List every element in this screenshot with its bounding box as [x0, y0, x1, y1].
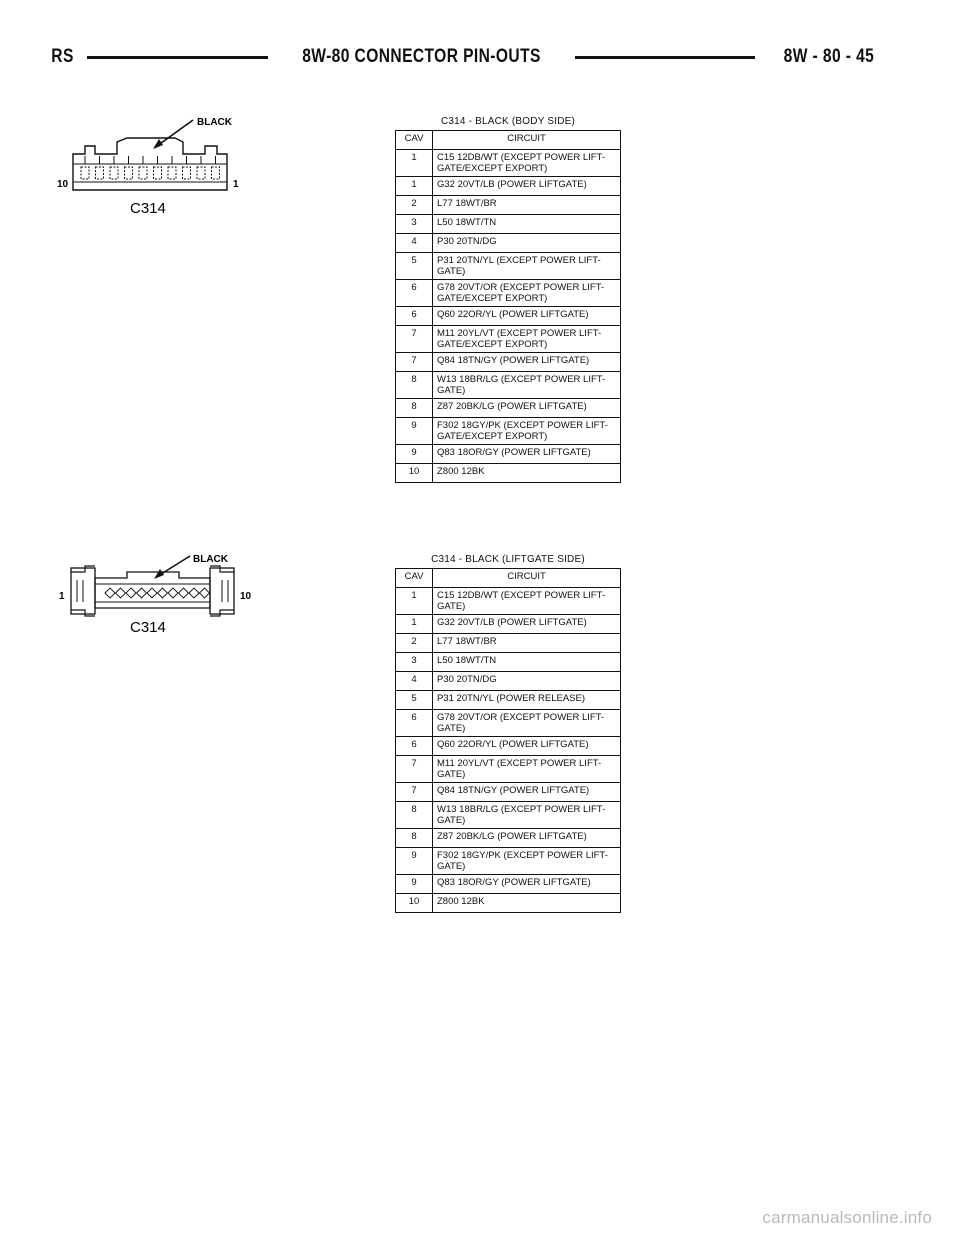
table-header-row — [396, 569, 621, 588]
circuit-description: Z87 20BK/LG (POWER LIFTGATE) — [433, 829, 621, 848]
callout-color-label: BLACK — [193, 554, 228, 565]
table-header-row — [396, 131, 621, 150]
column-header-cav: CAV — [396, 569, 433, 588]
table-row — [396, 848, 621, 875]
circuit-description: W13 18BR/LG (EXCEPT POWER LIFT-GATE) — [433, 802, 621, 829]
table-row — [396, 802, 621, 829]
circuit-description: G78 20VT/OR (EXCEPT POWER LIFT-GATE) — [433, 710, 621, 737]
circuit-description: G32 20VT/LB (POWER LIFTGATE) — [433, 177, 621, 196]
table-row — [396, 418, 621, 445]
cavity-number: 1 — [396, 615, 433, 634]
cavity-number: 9 — [396, 445, 433, 464]
table-row — [396, 215, 621, 234]
cavity-number: 1 — [396, 588, 433, 615]
pin-number-right: 1 — [233, 179, 239, 190]
pin-rows — [396, 150, 621, 483]
connector-diagram-liftgate-side — [55, 550, 255, 640]
cavity-number: 10 — [396, 894, 433, 913]
table-row — [396, 875, 621, 894]
circuit-description: Q83 18OR/GY (POWER LIFTGATE) — [433, 445, 621, 464]
table-row — [396, 756, 621, 783]
circuit-description: Q84 18TN/GY (POWER LIFTGATE) — [433, 353, 621, 372]
column-header-circuit: CIRCUIT — [433, 569, 621, 588]
cavity-number: 3 — [396, 653, 433, 672]
cavity-number: 8 — [396, 399, 433, 418]
circuit-description: Q83 18OR/GY (POWER LIFTGATE) — [433, 875, 621, 894]
circuit-description: Q84 18TN/GY (POWER LIFTGATE) — [433, 783, 621, 802]
table-row — [396, 353, 621, 372]
circuit-description: M11 20YL/VT (EXCEPT POWER LIFT-GATE/EXCEPT EXPORT) — [433, 326, 621, 353]
callout-color-label: BLACK — [197, 117, 232, 128]
circuit-description: C15 12DB/WT (EXCEPT POWER LIFT-GATE) — [433, 588, 621, 615]
connector-diagram-body-side — [55, 112, 255, 222]
cavity-number: 8 — [396, 372, 433, 399]
cavity-number: 1 — [396, 150, 433, 177]
watermark: carmanualsonline.info — [762, 1208, 932, 1227]
table-row — [396, 783, 621, 802]
connector-name: C314 — [130, 200, 166, 217]
table-row — [396, 280, 621, 307]
cavity-number: 7 — [396, 353, 433, 372]
cavity-number: 9 — [396, 875, 433, 894]
connector-drawing — [55, 550, 255, 640]
table-row — [396, 307, 621, 326]
circuit-description: P30 20TN/DG — [433, 672, 621, 691]
pin-number-left: 1 — [59, 591, 65, 602]
cavity-number: 1 — [396, 177, 433, 196]
table-row — [396, 615, 621, 634]
table-row — [396, 253, 621, 280]
table-row — [396, 234, 621, 253]
cavity-number: 6 — [396, 710, 433, 737]
header-section-code: RS — [48, 46, 77, 68]
cavity-number: 6 — [396, 737, 433, 756]
cavity-number: 9 — [396, 848, 433, 875]
table-row — [396, 634, 621, 653]
table-row — [396, 196, 621, 215]
header-page-number: 8W - 80 - 45 — [781, 46, 878, 68]
connector-drawing — [55, 112, 255, 222]
table-row — [396, 588, 621, 615]
cavity-number: 6 — [396, 307, 433, 326]
pin-number-left: 10 — [57, 179, 69, 190]
cavity-number: 9 — [396, 418, 433, 445]
cavity-number: 2 — [396, 196, 433, 215]
table-row — [396, 464, 621, 483]
pin-table — [395, 568, 621, 913]
circuit-description: G32 20VT/LB (POWER LIFTGATE) — [433, 615, 621, 634]
circuit-description: L50 18WT/TN — [433, 653, 621, 672]
cavity-number: 10 — [396, 464, 433, 483]
header-title: 8W-80 CONNECTOR PIN-OUTS — [299, 46, 544, 68]
table-row — [396, 399, 621, 418]
circuit-description: Z87 20BK/LG (POWER LIFTGATE) — [433, 399, 621, 418]
circuit-description: F302 18GY/PK (EXCEPT POWER LIFT-GATE/EXCEPT EXPORT) — [433, 418, 621, 445]
cavity-number: 8 — [396, 802, 433, 829]
pinout-title: C314 - BLACK (LIFTGATE SIDE) — [431, 554, 585, 565]
circuit-description: L50 18WT/TN — [433, 215, 621, 234]
column-header-cav: CAV — [396, 131, 433, 150]
circuit-description: P30 20TN/DG — [433, 234, 621, 253]
circuit-description: Z800 12BK — [433, 894, 621, 913]
pinout-table-body-side — [395, 116, 621, 483]
table-row — [396, 445, 621, 464]
circuit-description: Q60 22OR/YL (POWER LIFTGATE) — [433, 307, 621, 326]
table-row — [396, 672, 621, 691]
circuit-description: L77 18WT/BR — [433, 634, 621, 653]
table-row — [396, 894, 621, 913]
table-row — [396, 372, 621, 399]
circuit-description: C15 12DB/WT (EXCEPT POWER LIFT-GATE/EXCEPT EXPORT) — [433, 150, 621, 177]
cavity-number: 5 — [396, 253, 433, 280]
page-header — [48, 42, 878, 72]
header-rule-right — [575, 56, 756, 59]
cavity-number: 4 — [396, 672, 433, 691]
table-row — [396, 829, 621, 848]
table-row — [396, 710, 621, 737]
table-row — [396, 737, 621, 756]
table-row — [396, 691, 621, 710]
pin-rows — [396, 588, 621, 913]
circuit-description: W13 18BR/LG (EXCEPT POWER LIFT-GATE) — [433, 372, 621, 399]
circuit-description: F302 18GY/PK (EXCEPT POWER LIFT-GATE) — [433, 848, 621, 875]
cavity-number: 4 — [396, 234, 433, 253]
circuit-description: P31 20TN/YL (EXCEPT POWER LIFT-GATE) — [433, 253, 621, 280]
table-row — [396, 653, 621, 672]
pinout-table-liftgate-side — [395, 554, 621, 913]
header-rule-left — [87, 56, 268, 59]
circuit-description: Z800 12BK — [433, 464, 621, 483]
table-row — [396, 177, 621, 196]
circuit-description: P31 20TN/YL (POWER RELEASE) — [433, 691, 621, 710]
cavity-number: 5 — [396, 691, 433, 710]
cavity-number: 7 — [396, 326, 433, 353]
circuit-description: L77 18WT/BR — [433, 196, 621, 215]
table-row — [396, 150, 621, 177]
cavity-number: 2 — [396, 634, 433, 653]
cavity-number: 8 — [396, 829, 433, 848]
table-row — [396, 326, 621, 353]
cavity-number: 7 — [396, 783, 433, 802]
column-header-circuit: CIRCUIT — [433, 131, 621, 150]
pin-table — [395, 130, 621, 483]
circuit-description: G78 20VT/OR (EXCEPT POWER LIFT-GATE/EXCEPT EXPORT) — [433, 280, 621, 307]
cavity-number: 6 — [396, 280, 433, 307]
circuit-description: M11 20YL/VT (EXCEPT POWER LIFT-GATE) — [433, 756, 621, 783]
pin-number-right: 10 — [240, 591, 252, 602]
circuit-description: Q60 22OR/YL (POWER LIFTGATE) — [433, 737, 621, 756]
cavity-number: 7 — [396, 756, 433, 783]
pinout-title: C314 - BLACK (BODY SIDE) — [440, 116, 576, 127]
connector-name: C314 — [130, 619, 166, 636]
cavity-number: 3 — [396, 215, 433, 234]
